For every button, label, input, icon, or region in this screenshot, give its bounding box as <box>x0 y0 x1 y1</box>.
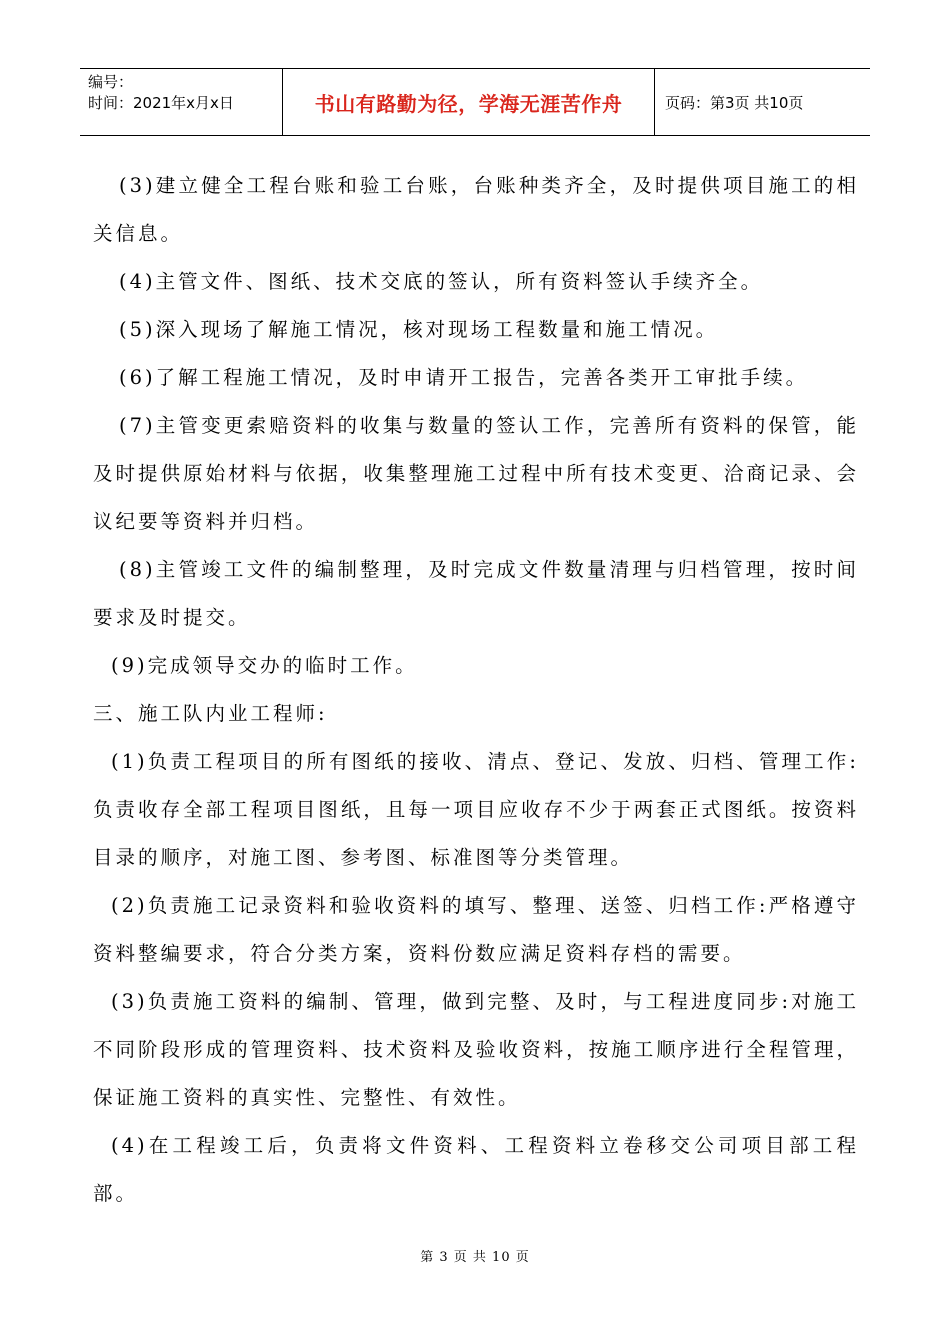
header-motto: 书山有路勤为径，学海无涯苦作舟 <box>283 69 655 135</box>
page-header <box>80 68 870 136</box>
paragraph-3-compilation: (3)负责施工资料的编制、管理，做到完整、及时，与工程进度同步:对施工不同阶段形成的管理资料、技术资料及验收资料，按施工顺序进行全程管理，保证施工资料的真实性、完整性、有效性。 <box>93 990 859 1109</box>
header-page-info: 页码：第3页 共10页 <box>665 93 804 112</box>
section-heading-3: 三、施工队内业工程师: <box>93 702 328 725</box>
paragraph-1-drawings: (1)负责工程项目的所有图纸的接收、清点、登记、发放、归档、管理工作:负责收存全部工程项目图纸，且每一项目应收存不少于两套正式图纸。按资料目录的顺序，对施工图、参考图、标准图等分类管理。 <box>93 750 859 869</box>
paragraph-2-records: (2)负责施工记录资料和验收资料的填写、整理、送签、归档工作:严格遵守资料整编要求，符合分类方案，资料份数应满足资料存档的需要。 <box>93 894 859 965</box>
paragraph-5-site: (5)深入现场了解施工情况，核对现场工程数量和施工情况。 <box>119 318 719 341</box>
paragraph-9-temporary-work: (9)完成领导交办的临时工作。 <box>111 654 418 677</box>
header-meta <box>80 69 283 135</box>
paragraph-4-signoff: (4)主管文件、图纸、技术交底的签认，所有资料签认手续齐全。 <box>119 270 764 293</box>
paragraph-8-completion-docs: (8)主管竣工文件的编制整理，及时完成文件数量清理与归档管理，按时间要求及时提交。 <box>93 558 859 629</box>
paragraph-4-handover: (4)在工程竣工后，负责将文件资料、工程资料立卷移交公司项目部工程部。 <box>93 1134 859 1205</box>
paragraph-6-start-report: (6)了解工程施工情况，及时申请开工报告，完善各类开工审批手续。 <box>119 366 809 389</box>
document-body <box>93 162 859 1218</box>
time-label: 时间：2021年x月x日 <box>88 94 234 112</box>
page-footer: 第 3 页 共 10 页 <box>420 1250 530 1265</box>
code-label: 编号： <box>88 73 134 91</box>
paragraph-7-change-claims: (7)主管变更索赔资料的收集与数量的签认工作，完善所有资料的保管，能及时提供原始材料与依据，收集整理施工过程中所有技术变更、洽商记录、会议纪要等资料并归档。 <box>93 414 859 533</box>
paragraph-3-ledger: (3)建立健全工程台账和验工台账，台账种类齐全，及时提供项目施工的相关信息。 <box>93 174 859 245</box>
